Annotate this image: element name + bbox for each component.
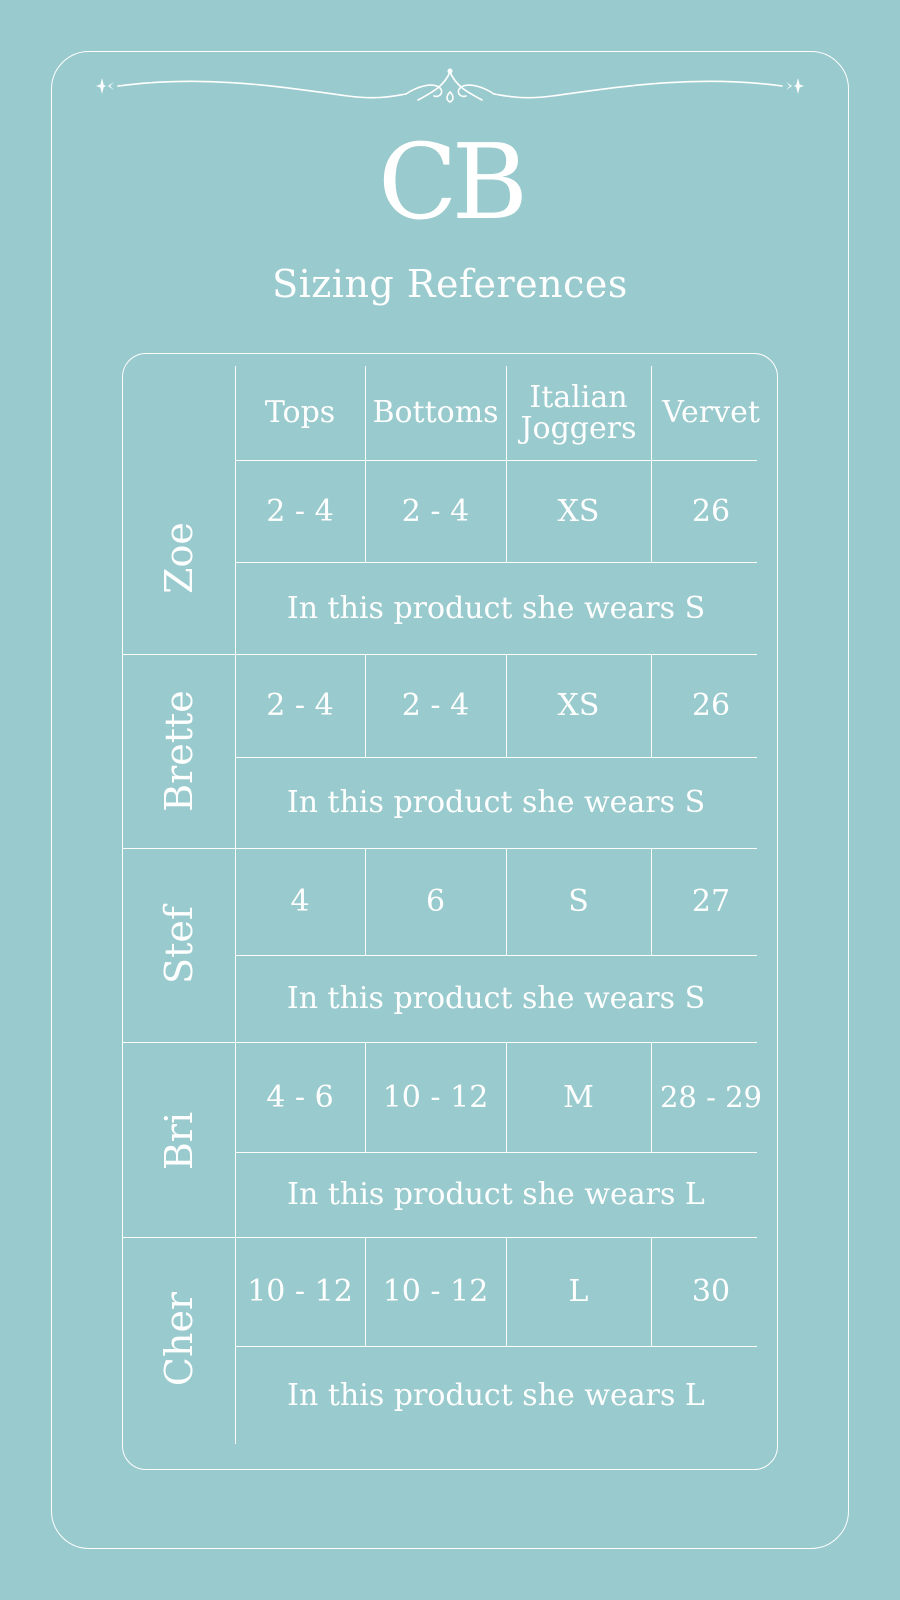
model-name-stef: Stef [157,906,201,984]
page-subtitle: Sizing References [272,262,628,306]
model-note: In this product she wears L [287,1377,705,1413]
model-name-zoe: Zoe [157,522,201,594]
size-cell: L [568,1274,589,1309]
size-cell: 4 - 6 [266,1079,334,1115]
size-cell: 27 [691,884,731,919]
size-cell: 2 - 4 [401,493,470,529]
column-header-italian-joggers: Italian Joggers [520,380,637,446]
model-name-cher: Cher [157,1291,201,1387]
size-cell: S [568,884,589,919]
model-note: In this product she wears S [286,981,706,1016]
model-note: In this product she wears S [286,590,706,626]
column-header-vervet: Vervet [662,395,760,430]
size-cell: 10 - 12 [382,1274,489,1309]
flourish-ornament-icon [88,66,812,114]
size-cell: XS [557,688,600,723]
column-header-bottoms: Bottoms [372,395,499,430]
size-cell: 2 - 4 [401,688,470,723]
size-cell: 26 [691,688,731,723]
size-cell: 10 - 12 [382,1079,489,1115]
model-note: In this product she wears L [287,1177,705,1212]
sizing-table [122,353,778,1470]
divider [506,366,507,460]
size-cell: 6 [425,884,446,919]
size-cell: 2 - 4 [266,688,334,723]
size-cell: 10 - 12 [247,1274,353,1309]
size-cell: 4 [290,884,310,919]
size-cell: 26 [691,493,731,529]
model-note: In this product she wears S [286,785,706,820]
column-header-tops: Tops [264,395,336,430]
model-name-brette: Brette [157,690,201,812]
size-cell: 30 [691,1274,731,1309]
size-cell: 28 - 29 [659,1080,763,1114]
size-cell: XS [557,493,600,529]
size-cell: M [563,1079,594,1115]
brand-logo: CB [378,121,522,243]
size-cell: 2 - 4 [266,493,334,529]
model-name-bri: Bri [157,1111,201,1171]
